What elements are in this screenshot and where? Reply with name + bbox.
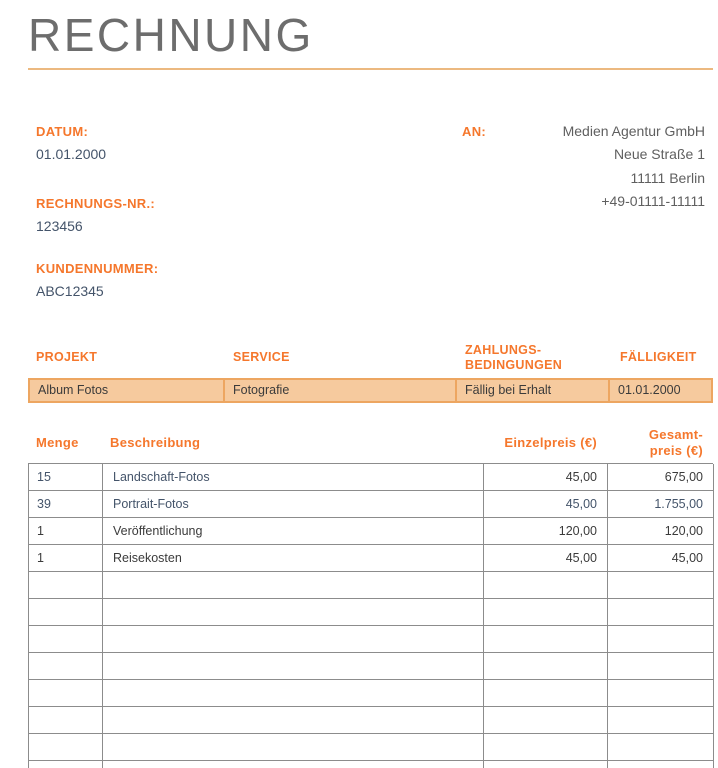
items-cell-gesamtpreis: 1.755,00 [608, 491, 714, 518]
items-empty-cell [608, 680, 714, 707]
items-empty-cell [103, 707, 484, 734]
page-title: RECHNUNG [28, 9, 314, 61]
items-cell-einzelpreis: 120,00 [484, 518, 608, 545]
items-empty-cell [608, 734, 714, 761]
project-cell: Fotografie [225, 380, 457, 401]
recipient-label: AN: [462, 123, 487, 139]
meta-section [28, 70, 713, 338]
items-empty-cell [608, 572, 714, 599]
project-cell: Fällig bei Erhalt [457, 380, 610, 401]
items-empty-cell [103, 653, 484, 680]
items-table-empty-row [29, 734, 713, 761]
items-empty-cell [103, 761, 484, 768]
items-table-empty-row [29, 707, 713, 734]
invoice-content [28, 0, 713, 768]
items-column-header: Einzelpreis (€) [504, 434, 597, 450]
customer-number-value: ABC12345 [36, 282, 104, 299]
items-cell-beschreibung: Veröffentlichung [103, 518, 484, 545]
items-table [28, 423, 713, 768]
items-cell-beschreibung: Landschaft-Fotos [103, 464, 484, 491]
invoice-number-block [36, 192, 155, 238]
items-cell-menge: 39 [29, 491, 103, 518]
items-cell-gesamtpreis: 675,00 [608, 464, 714, 491]
items-cell-menge: 15 [29, 464, 103, 491]
items-table-row [29, 491, 713, 518]
items-empty-cell [103, 572, 484, 599]
invoice-number-value: 123456 [36, 217, 83, 234]
project-column-header: FÄLLIGKEIT [620, 350, 697, 365]
items-cell-menge: 1 [29, 545, 103, 572]
items-column-header: Gesamt- preis (€) [648, 426, 703, 458]
items-table-empty-row [29, 599, 713, 626]
items-empty-cell [29, 680, 103, 707]
items-empty-cell [484, 707, 608, 734]
items-empty-cell [103, 734, 484, 761]
project-column-header: PROJEKT [36, 350, 98, 365]
items-cell-einzelpreis: 45,00 [484, 491, 608, 518]
recipient-address-line: 11111 Berlin [630, 169, 705, 186]
items-empty-cell [484, 572, 608, 599]
items-table-empty-row [29, 626, 713, 653]
items-column-header: Menge [36, 434, 79, 450]
items-empty-cell [608, 761, 714, 768]
project-column-header: ZAHLUNGS- BEDINGUNGEN [465, 342, 563, 372]
items-cell-gesamtpreis: 120,00 [608, 518, 714, 545]
items-empty-cell [484, 734, 608, 761]
items-empty-cell [29, 653, 103, 680]
project-table-header-row [28, 338, 713, 378]
items-empty-cell [29, 761, 103, 768]
items-empty-cell [29, 734, 103, 761]
items-cell-gesamtpreis: 45,00 [608, 545, 714, 572]
items-cell-beschreibung: Reisekosten [103, 545, 484, 572]
customer-number-label: KUNDENNUMMER: [36, 260, 159, 276]
items-empty-cell [484, 761, 608, 768]
items-empty-cell [484, 626, 608, 653]
items-empty-cell [29, 707, 103, 734]
recipient-address-line: Neue Straße 1 [613, 146, 705, 163]
items-empty-cell [608, 599, 714, 626]
items-empty-cell [29, 572, 103, 599]
date-label: DATUM: [36, 123, 89, 139]
items-table-empty-row [29, 653, 713, 680]
items-empty-cell [103, 599, 484, 626]
date-block [36, 120, 106, 166]
project-table-row [28, 378, 713, 403]
items-cell-beschreibung: Portrait-Fotos [103, 491, 484, 518]
items-empty-cell [484, 653, 608, 680]
items-table-empty-row [29, 761, 713, 768]
items-cell-einzelpreis: 45,00 [484, 545, 608, 572]
project-cell: 01.01.2000 [618, 383, 681, 398]
items-table-header-row [28, 423, 713, 463]
items-table-grid [28, 463, 713, 768]
items-empty-cell [29, 626, 103, 653]
items-empty-cell [608, 707, 714, 734]
project-column-header: SERVICE [233, 350, 290, 365]
items-table-empty-row [29, 572, 713, 599]
date-value: 01.01.2000 [36, 145, 107, 162]
items-table-empty-row [29, 680, 713, 707]
items-table-row [29, 545, 713, 572]
project-table [28, 338, 713, 403]
items-empty-cell [103, 680, 484, 707]
items-cell-menge: 1 [29, 518, 103, 545]
customer-number-block [36, 257, 158, 303]
items-table-row [29, 464, 713, 491]
recipient-address-line: Medien Agentur GmbH [562, 122, 705, 139]
items-column-header: Beschreibung [110, 434, 201, 450]
items-empty-cell [484, 599, 608, 626]
items-table-row [29, 518, 713, 545]
invoice-number-label: RECHNUNGS-NR.: [36, 195, 156, 211]
items-empty-cell [103, 626, 484, 653]
items-cell-einzelpreis: 45,00 [484, 464, 608, 491]
items-empty-cell [608, 653, 714, 680]
project-cell: Album Fotos [30, 380, 225, 401]
items-empty-cell [608, 626, 714, 653]
recipient-address [563, 120, 705, 214]
recipient-address-line: +49-01111-11111 [601, 193, 705, 210]
items-empty-cell [484, 680, 608, 707]
items-empty-cell [29, 599, 103, 626]
